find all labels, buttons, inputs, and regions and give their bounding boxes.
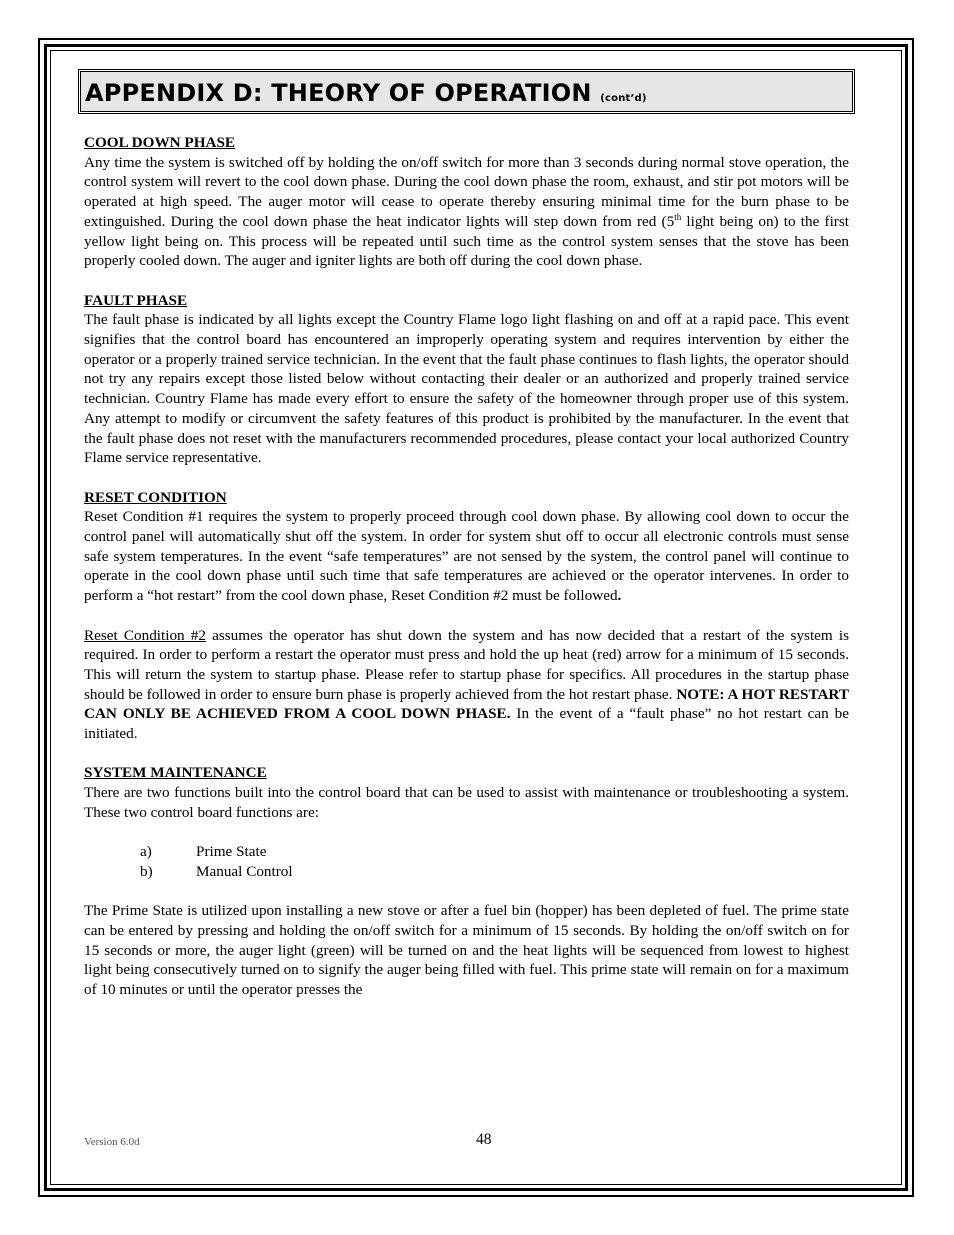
reset-text1-b: .: [617, 587, 622, 605]
cool-down-heading: COOL DOWN PHASE: [84, 134, 236, 151]
reset-paragraph-2: [84, 626, 849, 744]
prime-state-paragraph: The Prime State is utilized upon installing a new stove or after a fuel bin (hopper) has been depleted of fuel. The prime state can be entered by pressing and holding the on/off switch for a minimum of 15 seconds. By holding the on/off switch on for 15 seconds or more, the auger light (green) will be turned on and the heat lights will be sequenced from lowest to highest light being consecutively turned on to signify the auger being filled with fuel. This prime state will remain on for a maximum of 10 minutes or until the operator presses the: [84, 902, 849, 999]
reset-condition-2-label: Reset Condition #2: [84, 626, 206, 644]
cool-down-superscript: th: [674, 211, 682, 222]
fault-heading: FAULT PHASE: [84, 291, 188, 309]
list-item-text: Prime State: [196, 843, 267, 861]
reset-text2-b: In the event of a “fault phase” no hot restart can be initiated.: [84, 705, 849, 743]
reset-note: NOTE: A HOT RESTART CAN ONLY BE ACHIEVED FROM A COOL DOWN PHASE.: [84, 685, 849, 723]
list-item-text: Manual Control: [196, 862, 293, 880]
maintenance-list: [84, 842, 849, 881]
version-label: Version 6.0d: [84, 1136, 140, 1148]
page-title: [85, 78, 647, 114]
reset-text2-a: assumes the operator has shut down the system and has now decided that a restart of the system is required. In order to perform a restart the operator must press and hold the up heat (red) arrow for a minimum of 15 seconds. This will return the system to startup phase. Please refer to startup phase for specifics. All procedures in the startup phase should be followed in order to ensure burn phase is properly achieved from the hot restart phase.: [84, 626, 849, 703]
list-item-label: a): [140, 843, 152, 861]
list-item: [84, 842, 849, 862]
cool-down-text-a: Any time the system is switched off by holding the on/off switch for more than 3 seconds during normal stove operation, the control system will revert to the cool down phase. During the cool down phase the room, exhaust, and stir pot motors will be operated at high speed. The auger motor will cease to operate thereby ensuring minimal time for the burn phase to be extinguished. During the cool down phase the heat indicator lights will step down from red (5: [84, 153, 849, 230]
fault-paragraph: The fault phase is indicated by all lights except the Country Flame logo light flashing on and off at a rapid pace. This event signifies that the control board has encountered an improperly operating system and requires intervention by either the operator or a properly trained service technician. In the event that the fault phase continues to flash lights, the operator should not try any repairs except those listed below without contacting their dealer or an authorized and properly trained service technician. Country Flame has made every effort to ensure the safety of the homeowner through proper use of this system. Any attempt to modify or circumvent the safety features of this product is prohibited by the manufacturer. In the event that the fault phase does not reset with the manufacturers recommended procedures, please contact your local authorized Country Flame service representative.: [84, 311, 849, 467]
maintenance-heading: SYSTEM MAINTENANCE: [84, 764, 267, 782]
page-number: 48: [476, 1131, 492, 1148]
cool-down-text-b: light being on) to the first yellow light being on. This process will be repeated until such time as the control system senses that the stove has been properly cooled down. The auger and igniter lights are both off during the cool down phase.: [84, 212, 849, 270]
reset-paragraph-1: [84, 507, 849, 606]
cool-down-paragraph: [84, 153, 849, 271]
maintenance-paragraph: There are two functions built into the control board that can be used to assist with maintenance or troubleshooting a system. These two control board functions are:: [84, 784, 849, 821]
title-suffix: (cont’d): [600, 93, 647, 104]
reset-heading: RESET CONDITION: [84, 488, 227, 506]
title-text: APPENDIX D: THEORY OF OPERATION: [85, 79, 592, 107]
list-item: [84, 862, 849, 882]
reset-text1-a: Reset Condition #1 requires the system to properly proceed through cool down phase. By allowing cool down to occur the control panel will automatically shut off the system. In order for system shut off to occur all electronic controls must sense safe system temperatures. In the event “safe temperatures” are not sensed by the system, the control panel will continue to operate in the cool down phase until such time that safe temperatures are achieved or the operator intervenes. In order to perform a “hot restart” from the cool down phase, Reset Condition #2 must be followed: [84, 508, 849, 605]
list-item-label: b): [140, 862, 153, 880]
document-body: [84, 133, 849, 1000]
